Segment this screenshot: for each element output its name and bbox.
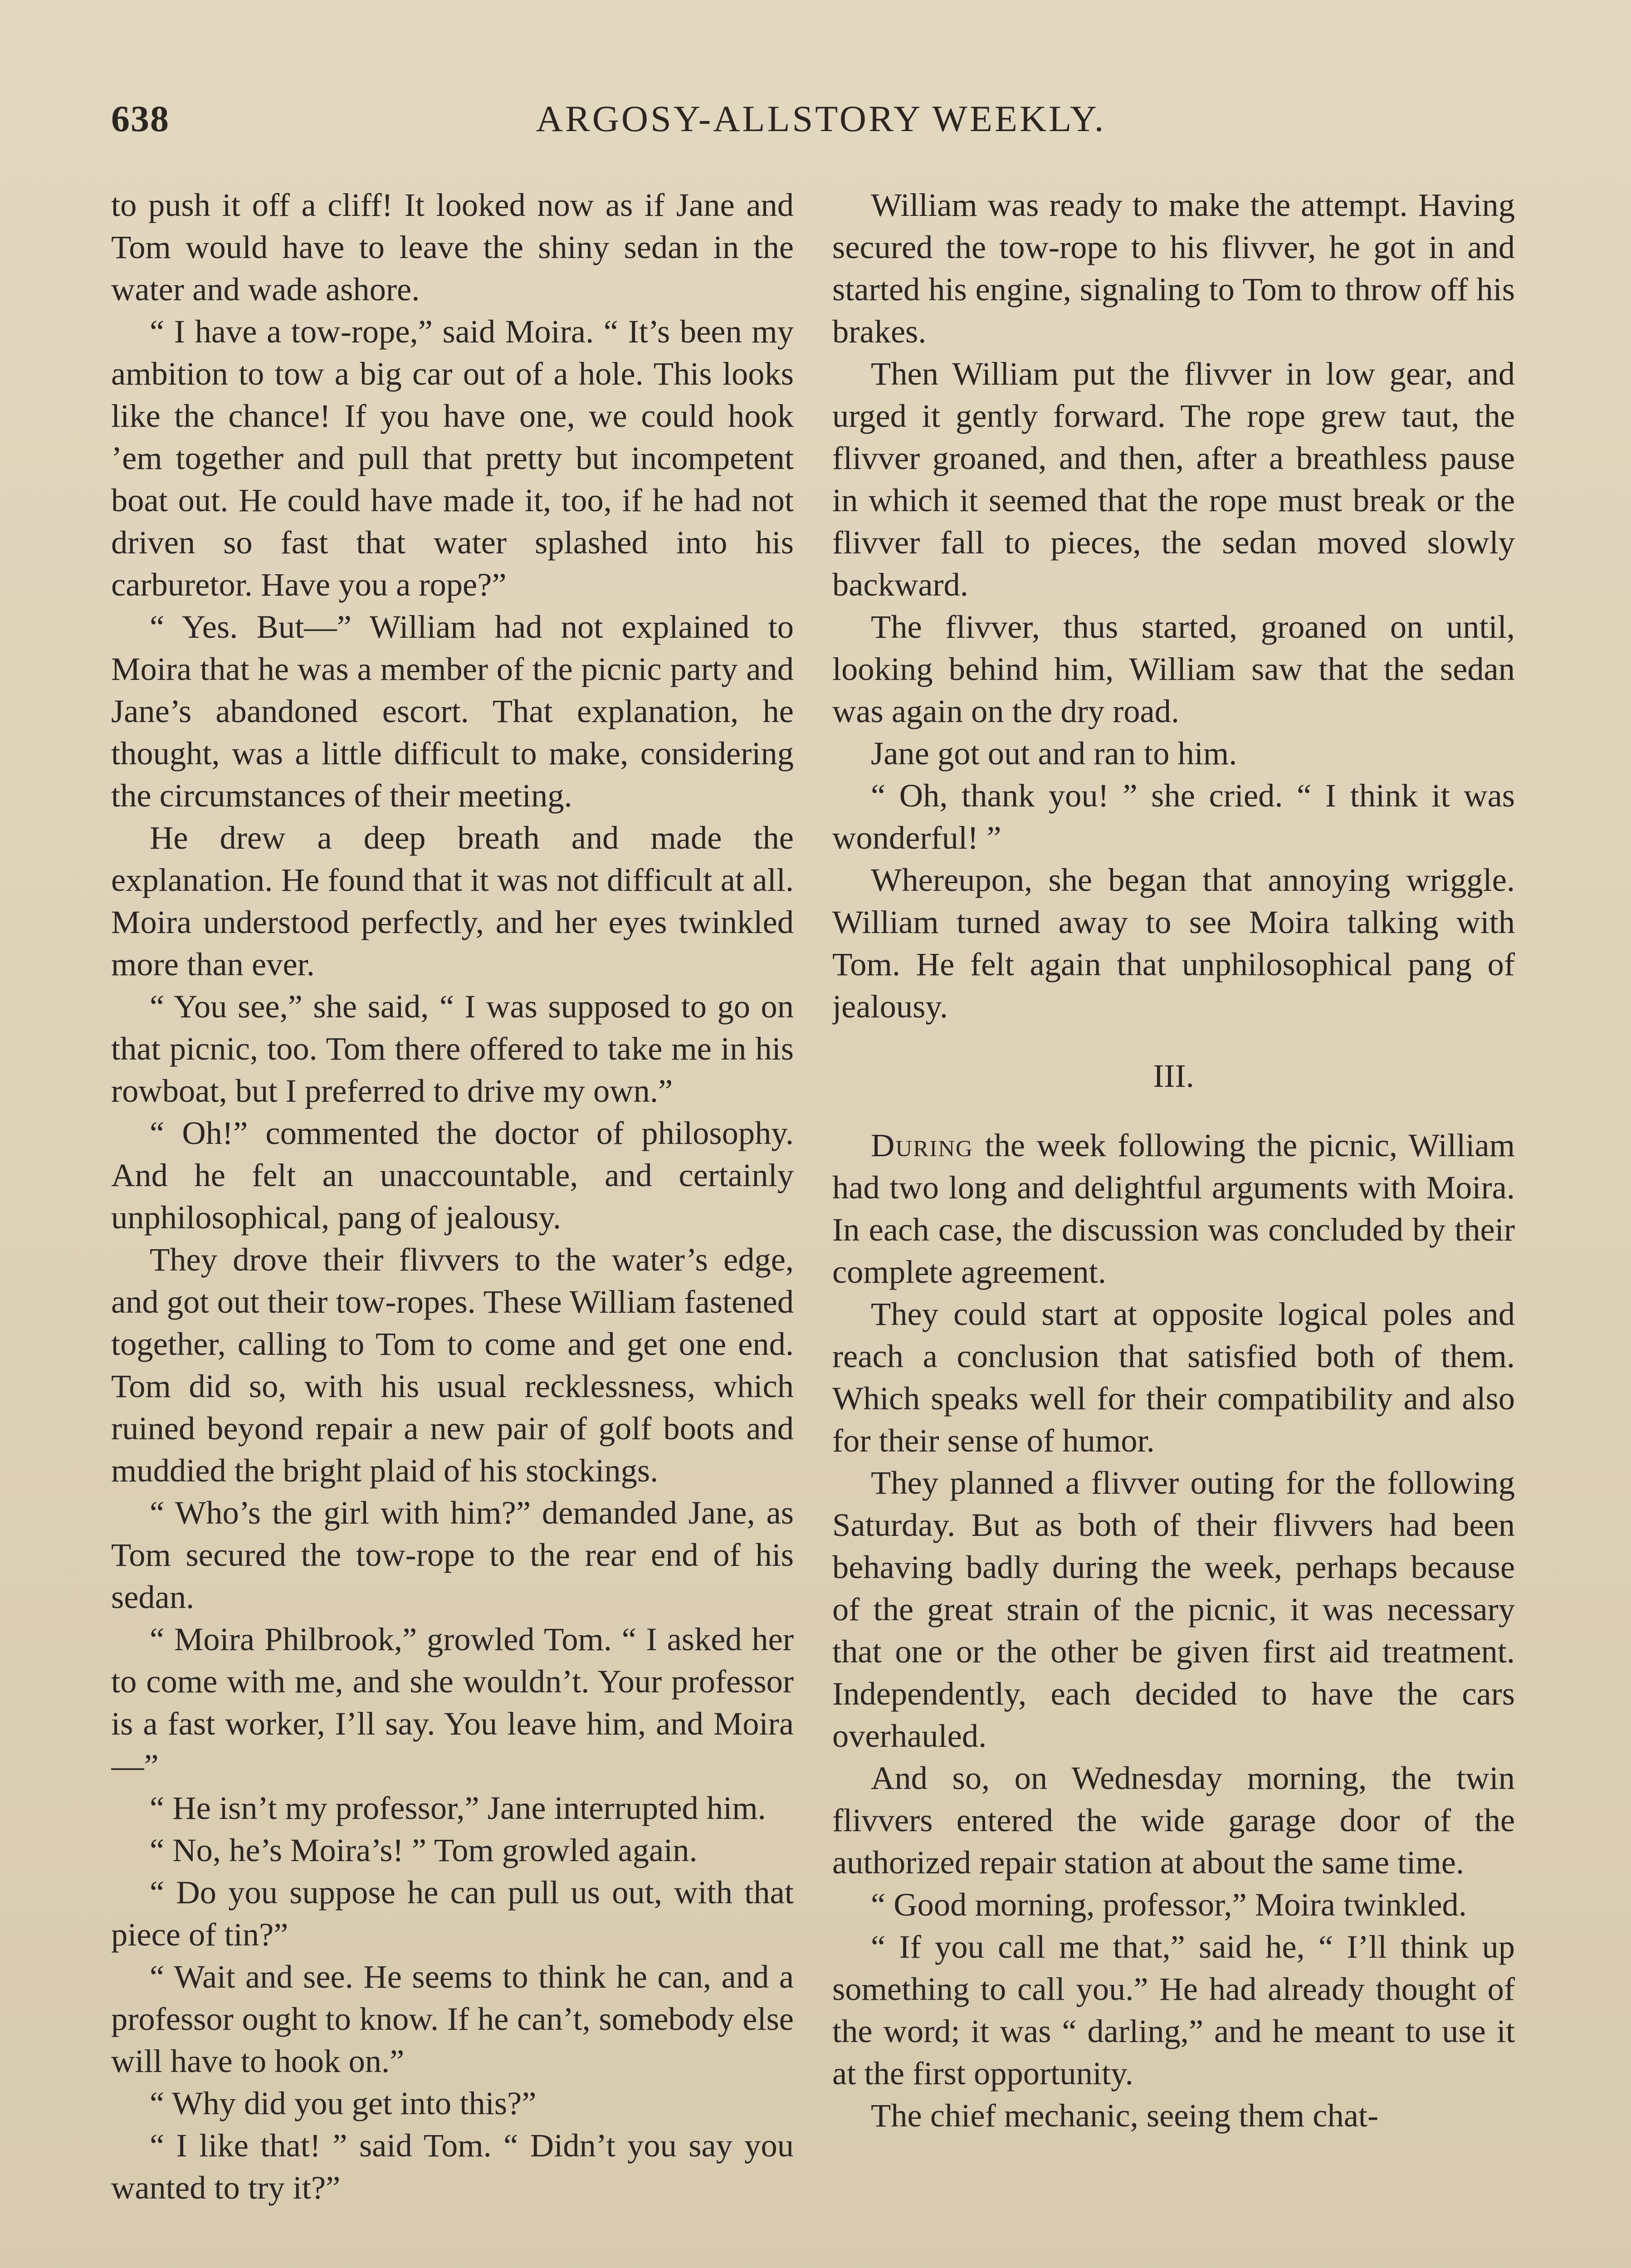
paragraph: “ I have a tow-rope,” said Moira. “ It’s been my ambition to tow a big car out of a hole. This looks like the chance! If you have one, we could hook ’em together and pull that pretty but incompetent boat out. He could have made it, too, if he had not driven so fast that water splashed into his carburetor. Have you a rope?” — [111, 313, 794, 603]
paragraph: “ Why did you get into this?” — [150, 2085, 537, 2121]
paragraph: The chief mechanic, seeing them chat- — [871, 2097, 1379, 2134]
page-number: 638 — [111, 98, 170, 139]
section-heading: III. — [1153, 1057, 1194, 1094]
running-head: ARGOSY-ALLSTORY WEEKLY. — [536, 98, 1106, 139]
paragraph: William was ready to make the attempt. Having secured the tow-rope to his flivver, he got in and started his engine, signaling to Tom to throw off his brakes. — [832, 186, 1515, 350]
paragraph: “ If you call me that,” said he, “ I’ll think up something to call you.” He had already thought of the word; it was “ darling,” and he meant to use it at the first opportunity. — [832, 1928, 1515, 2092]
paragraph: “ Moira Philbrook,” growled Tom. “ I asked her to come with me, and she wouldn’t. Your professor is a fast worker, I’ll say. You leave him, and Moira—” — [111, 1621, 794, 1784]
paragraph: to push it off a cliff! It looked now as if Jane and Tom would have to leave the shiny sedan in the water and wade ashore. — [111, 186, 794, 308]
paragraph: Then William put the flivver in low gear, and urged it gently forward. The rope grew taut, the flivver groaned, and then, after a breathless pause in which it seemed that the rope must break or the flivver fall to pieces, the sedan moved slowly backward. — [832, 355, 1515, 603]
paragraph: “ Good morning, professor,” Moira twinkled. — [871, 1886, 1467, 1923]
paragraph: They planned a flivver outing for the following Saturday. But as both of their flivvers had been behaving badly during the week, perhaps because of the great strain of the picnic, it was necessary that one or the other be given first aid treatment. Independently, each decided to have the cars overhauled. — [832, 1464, 1515, 1754]
paragraph: He drew a deep breath and made the explanation. He found that it was not difficult at all. Moira understood perfectly, and her eyes twinkled more than ever. — [111, 819, 794, 982]
paragraph: The flivver, thus started, groaned on until, looking behind him, William saw that the sedan was again on the dry road. — [832, 608, 1515, 729]
paragraph: “ Oh!” commented the doctor of philosophy. And he felt an unaccountable, and certainly unphilosophical, pang of jealousy. — [111, 1114, 794, 1236]
paragraph: And so, on Wednesday morning, the twin flivvers entered the wide garage door of the authorized repair station at about the same time. — [832, 1760, 1515, 1881]
paragraph: Jane got out and ran to him. — [871, 735, 1237, 772]
paragraph: “ Who’s the girl with him?” demanded Jane, as Tom secured the tow-rope to the rear end of his sedan. — [111, 1494, 794, 1615]
page-header — [111, 98, 1531, 147]
paragraph — [832, 1124, 1515, 1293]
left-column — [111, 184, 794, 2268]
small-caps-lead: During — [871, 1127, 973, 1163]
paragraph: “ Oh, thank you! ” she cried. “ I think it was wonderful! ” — [832, 777, 1515, 856]
paragraph: “ Yes. But—” William had not explained to Moira that he was a member of the picnic party and Jane’s abandoned escort. That explanation, he thought, was a little difficult to make, considering the circumstances of their meeting. — [111, 608, 794, 814]
paragraph: “ Do you suppose he can pull us out, with that piece of tin?” — [111, 1874, 794, 1953]
paragraph: “ I like that! ” said Tom. “ Didn’t you say you wanted to try it?” — [111, 2127, 794, 2206]
paragraph: Whereupon, she began that annoying wriggle. William turned away to see Moira talking with Tom. He felt again that unphilosophical pang of jealousy. — [832, 861, 1515, 1025]
paragraph: “ No, he’s Moira’s! ” Tom growled again. — [150, 1832, 698, 1868]
paragraph: They drove their flivvers to the water’s edge, and got out their tow-ropes. These William fastened together, calling to Tom to come and get one end. Tom did so, with his usual recklessness, which ruined beyond repair a new pair of golf boots and muddied the bright plaid of his stockings. — [111, 1241, 794, 1489]
paragraph: “ He isn’t my professor,” Jane interrupted him. — [150, 1789, 766, 1826]
paragraph: They could start at opposite logical poles and reach a conclusion that satisfied both of them. Which speaks well for their compatibility and also for their sense of humor. — [832, 1295, 1515, 1459]
paragraph: “ You see,” she said, “ I was supposed to go on that picnic, too. Tom there offered to take me in his rowboat, but I preferred to drive my own.” — [111, 988, 794, 1109]
paragraph: “ Wait and see. He seems to think he can, and a professor ought to know. If he can’t, somebody else will have to hook on.” — [111, 1958, 794, 2079]
paragraph-text: the week following the picnic, William had two long and delightful arguments with Moira. In each case, the discussion was concluded by their complete agreement. — [832, 1127, 1515, 1290]
right-column — [832, 184, 1515, 2268]
